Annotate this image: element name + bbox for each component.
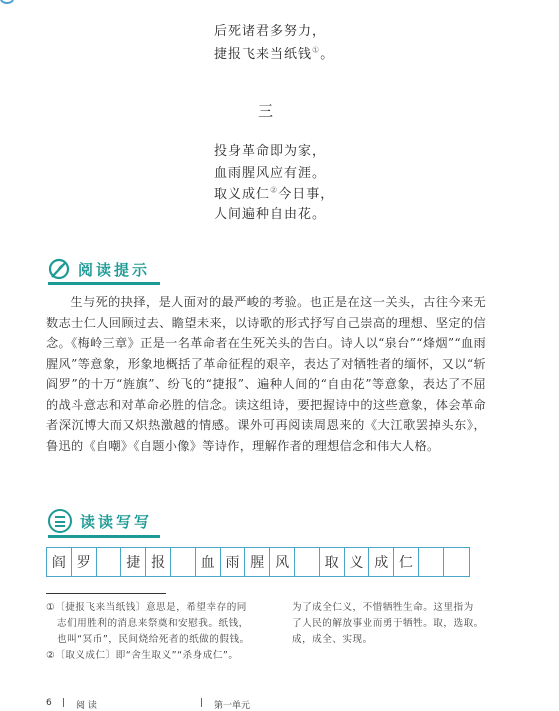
poem-line: 投身革命即为家， (214, 144, 327, 159)
footer-divider: | (200, 698, 204, 708)
footnote-line: 为了成全仁义，不惜牺牲生命。这里指为 (292, 602, 474, 613)
footnote-line: ②〔取义成仁〕即“舍生取义”“杀身成仁”。 (46, 650, 239, 661)
grid-cell: 罗 (72, 548, 97, 576)
grid-cell: 义 (345, 548, 370, 576)
reading-hint-header (48, 258, 150, 280)
footnote-ref[interactable]: ② (270, 185, 279, 195)
footnote-line: 也叫“冥币”，民间烧给死者的纸做的假钱。 (57, 634, 250, 645)
grid-cell: 报 (146, 548, 171, 576)
section-title: 读读写写 (80, 512, 153, 531)
footnote-line: 志们用胜利的消息来祭奠和安慰我。纸钱， (57, 618, 249, 629)
grid-cell (419, 548, 444, 576)
grid-cell (171, 548, 196, 576)
grid-cell: 仁 (394, 548, 419, 576)
footer-unit-label: 第一单元 (214, 701, 251, 711)
reading-hint-paragraph: 生与死的抉择，是人面对的最严峻的考验。也正是在这一关头，古往今来无数志士仁人回顾过去、瞻望未来，以诗歌的形式抒写自己崇高的理想、坚定的信念。《梅岭三章》正是一名革命者在生死关头的告白。诗人以“泉台”“烽烟”“血雨腥风”等意象，形象地概括了革命征程的艰辛，表达了对牺牲者的缅怀，又以“斩阎罗”的十万“旌旗”、纷飞的“捷报”、遍种人间的“自由花”等意象，表达了不屈的战斗意志和对革命必胜的信念。读这组诗，要把握诗中的这些意象，体会革命者深沉博大而又炽热激越的情感。课外可再阅读周恩来的《大江歌罢掉头东》，鲁迅的《自嘲》《自题小像》等诗作，理解作者的理想信念和伟大人格。 (46, 295, 486, 453)
footnotes-left (46, 600, 250, 664)
grid-cell: 腥 (245, 548, 270, 576)
grid-cell (97, 548, 122, 576)
grid-cell: 取 (320, 548, 345, 576)
grid-cell (295, 548, 320, 576)
lines-icon (48, 509, 72, 533)
poem-line: 捷报飞来当纸钱①。 (214, 45, 335, 62)
grid-cell: 风 (270, 548, 295, 576)
footer-divider: | (62, 698, 66, 708)
read-write-header (48, 509, 152, 533)
writing-grid (46, 547, 470, 577)
page-corner-mark (0, 0, 14, 4)
section-underline (48, 282, 160, 285)
poem-line: 取义成仁②今日事， (214, 185, 335, 202)
poem-line: 血雨腥风应有涯。 (214, 166, 327, 181)
poem-line: 后死诸君多努力， (214, 24, 327, 39)
leaf-icon (48, 258, 70, 280)
grid-cell: 雨 (221, 548, 246, 576)
footnote-divider (46, 593, 166, 594)
footnote-line: 成，成全、实现。 (292, 634, 373, 645)
grid-cell: 血 (196, 548, 221, 576)
section-underline (48, 535, 160, 538)
section-title: 阅读提示 (78, 260, 151, 279)
grid-cell (444, 548, 469, 576)
poem-line: 人间遍种自由花。 (214, 207, 327, 222)
footnote-line: ①〔捷报飞来当纸钱〕意思是，希望幸存的同 (46, 602, 247, 613)
footnotes-right (292, 600, 484, 648)
footer-section-label: 阅 读 (76, 701, 97, 711)
grid-cell: 成 (369, 548, 394, 576)
grid-cell: 捷 (121, 548, 146, 576)
grid-cell: 阎 (47, 548, 72, 576)
poem-section-number: 三 (258, 102, 274, 120)
footnote-ref[interactable]: ① (312, 45, 321, 55)
page-number: 6 (46, 698, 52, 708)
footnote-line: 了人民的解放事业而勇于牺牲。取，选取。 (292, 618, 484, 629)
